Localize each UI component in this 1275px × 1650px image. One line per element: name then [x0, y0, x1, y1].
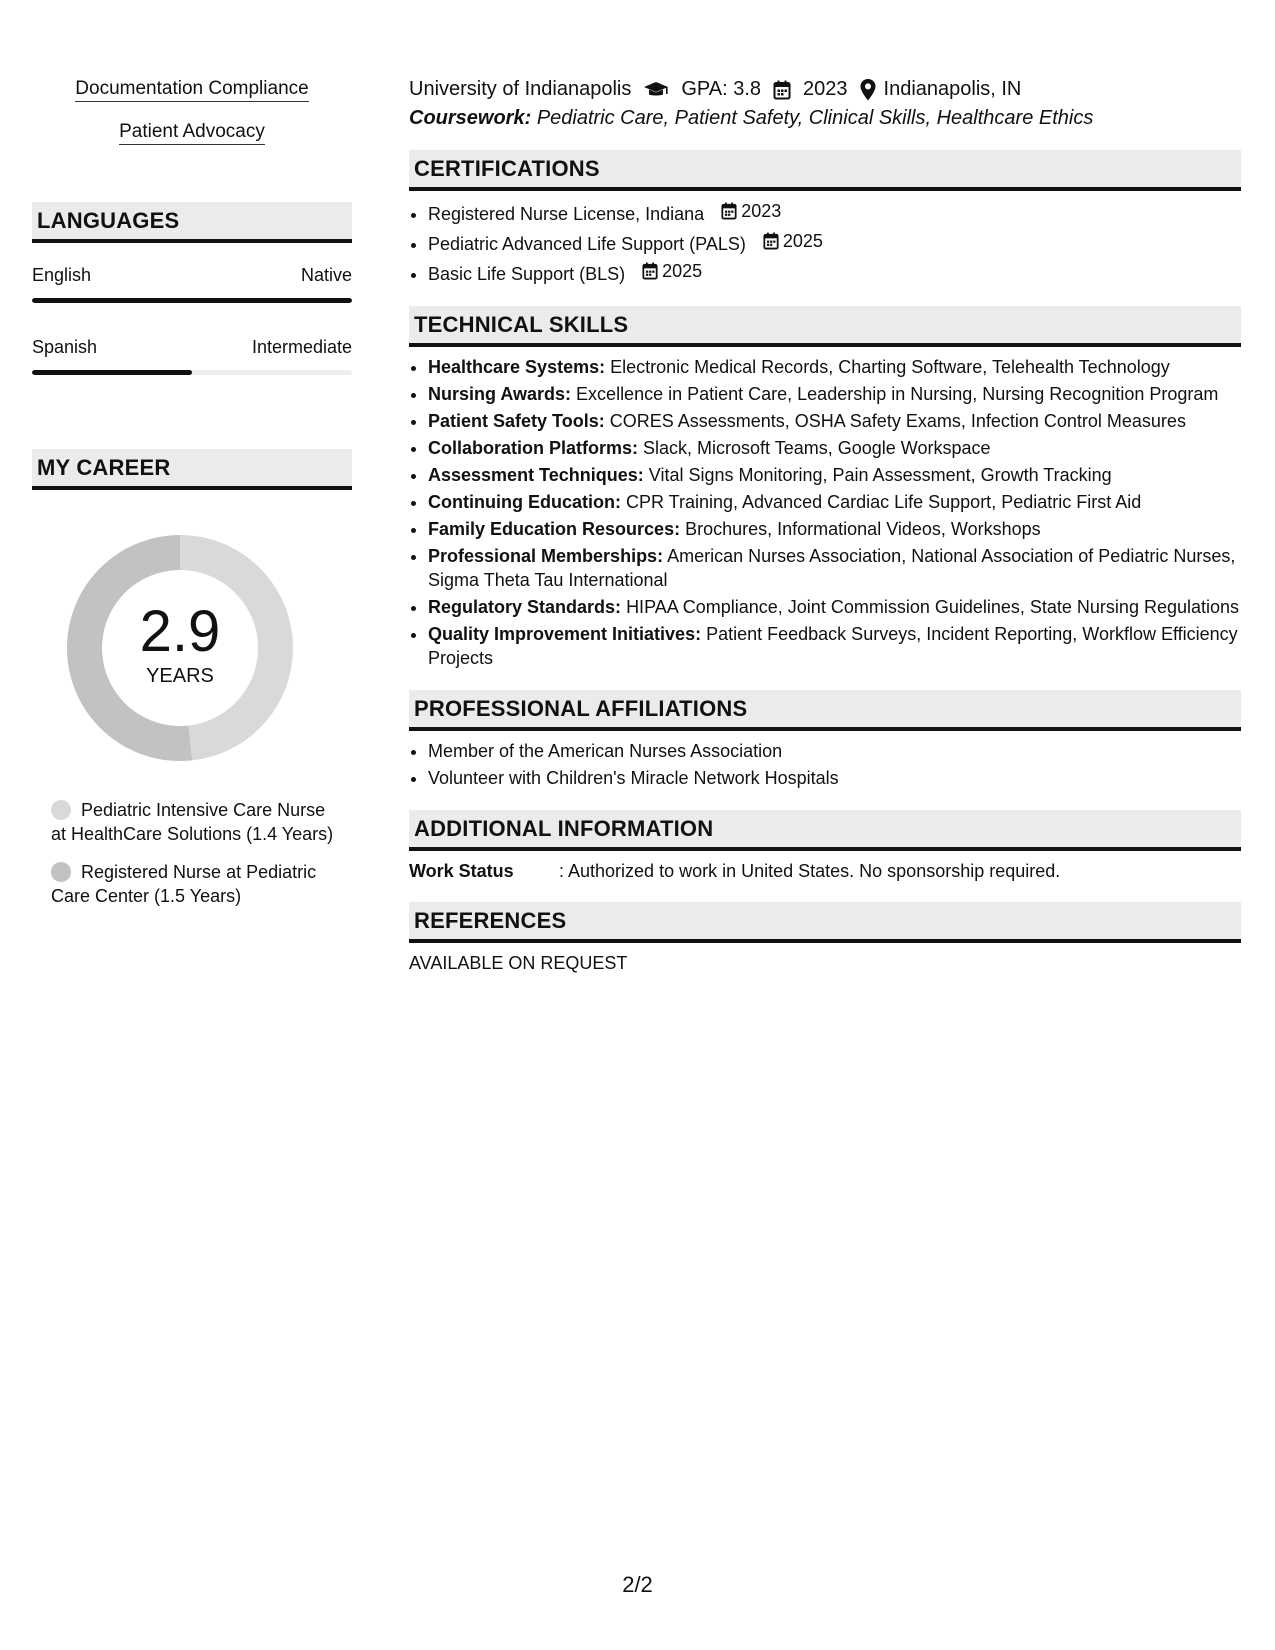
location: Indianapolis, IN	[883, 78, 1022, 100]
work-status-label: Work Status	[409, 861, 514, 881]
legend-dot	[51, 862, 71, 882]
certification-year: 2023	[741, 201, 782, 221]
skill-item	[428, 436, 1241, 460]
skill-item	[428, 517, 1241, 541]
references-heading: REFERENCES	[409, 902, 1241, 943]
calendar-icon	[763, 232, 779, 250]
technical-skills-section	[409, 306, 1241, 670]
certifications-section	[409, 150, 1241, 286]
certifications-list	[409, 199, 1241, 286]
career-total-value: 2.9	[139, 598, 221, 664]
skill-item	[428, 463, 1241, 487]
skill-category: Patient Safety Tools:	[428, 411, 605, 431]
career-item	[51, 798, 341, 846]
skill-item	[428, 490, 1241, 514]
right-column	[409, 78, 1241, 974]
certification-year: 2025	[782, 231, 823, 251]
language-name: Spanish	[32, 337, 98, 357]
skill-category: Collaboration Platforms:	[428, 438, 639, 458]
career-legend	[51, 798, 341, 908]
map-pin-icon	[860, 79, 876, 101]
donut-center	[66, 534, 294, 762]
affiliations-list	[409, 739, 1241, 790]
calendar-icon	[721, 202, 737, 220]
language-bar	[32, 370, 352, 375]
calendar-icon	[773, 80, 791, 100]
certification-item	[428, 199, 1241, 226]
career-item	[51, 860, 341, 908]
certification-item	[428, 259, 1241, 286]
skill-category: Healthcare Systems:	[428, 357, 606, 377]
technical-skills-heading: TECHNICAL SKILLS	[409, 306, 1241, 347]
skill-links	[32, 78, 352, 164]
skill-values: Brochures, Informational Videos, Workshops	[685, 519, 1041, 539]
coursework	[409, 107, 1241, 130]
technical-skills-list	[409, 355, 1241, 670]
skill-values: American Nurses Association, National Association of Pediatric Nurses, Sigma Theta Tau International	[428, 546, 1236, 590]
coursework-list: Pediatric Care, Patient Safety, Clinical Skills, Healthcare Ethics	[536, 107, 1094, 129]
language-level: Native	[300, 265, 352, 285]
calendar-icon	[642, 262, 658, 280]
additional-info-section	[409, 810, 1241, 882]
certification-date	[763, 229, 823, 253]
skill-item	[428, 409, 1241, 433]
skill-values: Electronic Medical Records, Charting Software, Telehealth Technology	[610, 357, 1170, 377]
affiliation-item: • Member of the American Nurses Association	[428, 739, 1241, 763]
education-line	[409, 78, 1241, 101]
language-spanish	[32, 337, 352, 375]
work-status-value: : Authorized to work in United States. No sponsorship required.	[559, 861, 1061, 881]
career-total-unit: YEARS	[146, 664, 214, 687]
certifications-heading: CERTIFICATIONS	[409, 150, 1241, 191]
certification-name: Pediatric Advanced Life Support (PALS)	[428, 234, 746, 254]
career-heading: MY CAREER	[32, 449, 352, 490]
skill-values: Excellence in Patient Care, Leadership in Nursing, Nursing Recognition Program	[576, 384, 1219, 404]
certification-name: Basic Life Support (BLS)	[428, 264, 626, 284]
certification-date	[721, 199, 781, 223]
certification-year: 2025	[662, 261, 703, 281]
certification-date	[642, 259, 702, 283]
career-item-label: Registered Nurse at Pediatric Care Center (1.5 Years)	[51, 862, 317, 906]
coursework-label: Coursework:	[409, 107, 532, 129]
affiliation-item: • Volunteer with Children's Miracle Network Hospitals	[428, 766, 1241, 790]
skill-category: Quality Improvement Initiatives:	[428, 624, 702, 644]
language-bar-fill	[32, 370, 192, 375]
skill-item	[428, 595, 1241, 619]
skill-values: CPR Training, Advanced Cardiac Life Support, Pediatric First Aid	[625, 492, 1142, 512]
career-item-label: Pediatric Intensive Care Nurse at HealthCare Solutions (1.4 Years)	[51, 800, 334, 844]
graduation-cap-icon	[643, 80, 669, 100]
skill-category: Professional Memberships:	[428, 546, 664, 566]
legend-dot	[51, 800, 71, 820]
affiliations-section	[409, 690, 1241, 790]
references-section	[409, 902, 1241, 974]
language-english	[32, 265, 352, 303]
school-name: University of Indianapolis	[409, 78, 632, 100]
skill-category: Regulatory Standards:	[428, 597, 622, 617]
skill-item	[428, 355, 1241, 379]
affiliations-heading: PROFESSIONAL AFFILIATIONS	[409, 690, 1241, 731]
left-column	[32, 78, 352, 922]
skill-category: Continuing Education:	[428, 492, 621, 512]
work-status-row	[409, 861, 1241, 882]
skill-category: Assessment Techniques:	[428, 465, 644, 485]
references-text: AVAILABLE ON REQUEST	[409, 953, 628, 973]
language-level: Intermediate	[251, 337, 352, 357]
skill-link[interactable]: Documentation Compliance	[75, 78, 308, 102]
skill-item	[428, 382, 1241, 406]
gpa: GPA: 3.8	[681, 78, 762, 100]
skill-values: Patient Feedback Surveys, Incident Reporting, Workflow Efficiency Projects	[428, 624, 1238, 668]
languages-heading: LANGUAGES	[32, 202, 352, 243]
skill-values: HIPAA Compliance, Joint Commission Guidelines, State Nursing Regulations	[626, 597, 1240, 617]
skill-values: Slack, Microsoft Teams, Google Workspace	[643, 438, 991, 458]
skill-values: Vital Signs Monitoring, Pain Assessment, Growth Tracking	[648, 465, 1112, 485]
skill-category: Nursing Awards:	[428, 384, 572, 404]
graduation-year: 2023	[803, 78, 848, 100]
skill-link[interactable]: Patient Advocacy	[119, 121, 265, 145]
skill-values: CORES Assessments, OSHA Safety Exams, Infection Control Measures	[609, 411, 1186, 431]
additional-info-heading: ADDITIONAL INFORMATION	[409, 810, 1241, 851]
certification-name: Registered Nurse License, Indiana	[428, 204, 705, 224]
career-donut-chart	[66, 534, 294, 762]
certification-item	[428, 229, 1241, 256]
skill-item	[428, 622, 1241, 670]
page-number: 2/2	[622, 1572, 653, 1597]
skill-item	[428, 544, 1241, 592]
language-name: English	[32, 265, 92, 285]
skill-category: Family Education Resources:	[428, 519, 681, 539]
